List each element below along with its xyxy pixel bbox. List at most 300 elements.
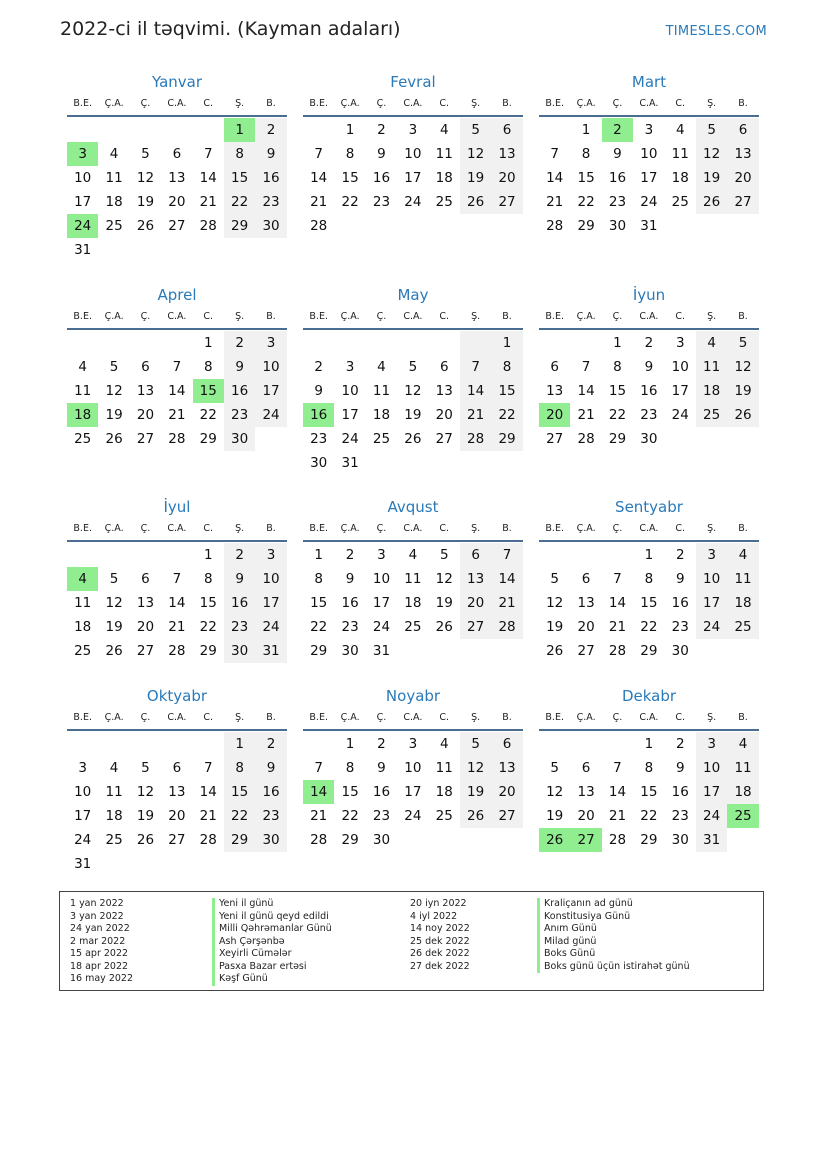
empty-cell xyxy=(429,828,460,852)
day-cell: 20 xyxy=(577,619,595,635)
day-cell: 26 xyxy=(105,643,123,659)
day-cell: 28 xyxy=(168,431,186,447)
day-cell: 4 xyxy=(675,122,685,138)
empty-cell xyxy=(224,238,255,262)
day-cell: 31 xyxy=(74,242,92,258)
empty-cell xyxy=(130,118,161,142)
day-cell: 27 xyxy=(727,190,758,214)
weekday-label: B.E. xyxy=(73,523,92,534)
day-cell: 10 xyxy=(341,383,359,399)
day-cell: 3 xyxy=(408,122,418,138)
weekday-header xyxy=(539,306,759,330)
legend-date: 16 may 2022 xyxy=(70,973,134,984)
day-cell: 19 xyxy=(136,194,155,210)
empty-cell xyxy=(193,238,224,262)
day-cell: 3 xyxy=(78,760,87,776)
month-name: Yanvar xyxy=(151,73,203,91)
month-block xyxy=(539,72,759,238)
empty-cell xyxy=(98,238,129,262)
day-cell: 14 xyxy=(310,170,328,186)
day-cell: 8 xyxy=(203,571,213,587)
day-cell: 27 xyxy=(491,804,522,828)
month-name: Avqust xyxy=(387,498,439,516)
empty-cell xyxy=(696,427,727,451)
weekday-label: C. xyxy=(203,311,214,322)
month-block xyxy=(303,686,523,852)
day-cell: 7 xyxy=(172,571,182,587)
day-cell: 22 xyxy=(341,808,359,824)
day-cell: 7 xyxy=(203,760,213,776)
day-cell: 13 xyxy=(491,142,522,166)
weekday-label: C. xyxy=(439,712,450,723)
day-cell: 26 xyxy=(136,218,155,234)
weekday-label: C. xyxy=(203,523,214,534)
day-cell: 10 xyxy=(696,567,727,591)
day-cell: 29 xyxy=(224,828,255,852)
day-cell: 9 xyxy=(675,760,685,776)
legend-names-col2 xyxy=(537,898,690,973)
empty-cell xyxy=(67,543,98,567)
day-cell: 23 xyxy=(224,615,255,639)
day-cell: 21 xyxy=(168,619,186,635)
day-cell: 22 xyxy=(577,194,595,210)
day-cell: 3 xyxy=(345,359,355,375)
day-cell: 28 xyxy=(168,643,186,659)
day-cell: 4 xyxy=(727,732,758,756)
weekday-label: B.E. xyxy=(309,523,328,534)
day-cell: 8 xyxy=(613,359,622,375)
day-cell: 7 xyxy=(314,760,323,776)
day-cell: 22 xyxy=(310,619,328,635)
weekday-label: B.E. xyxy=(73,311,92,322)
day-cell: 22 xyxy=(199,407,217,423)
empty-cell xyxy=(67,732,98,756)
day-cell: 20 xyxy=(136,407,155,423)
weekday-label: C. xyxy=(675,98,686,109)
day-cell: 5 xyxy=(141,760,150,776)
empty-cell xyxy=(397,639,428,663)
empty-cell xyxy=(460,639,491,663)
empty-cell xyxy=(67,331,98,355)
day-cell: 31 xyxy=(696,828,727,852)
weekday-label: B. xyxy=(502,523,512,534)
legend-date: 15 apr 2022 xyxy=(70,948,129,959)
empty-cell xyxy=(366,331,397,355)
empty-cell xyxy=(397,214,428,238)
day-cell: 26 xyxy=(696,190,727,214)
weekday-header xyxy=(67,306,287,330)
holiday-day-cell: 27 xyxy=(570,828,601,852)
day-cell: 20 xyxy=(435,407,453,423)
day-grid xyxy=(67,118,287,262)
day-cell: 9 xyxy=(613,146,622,162)
day-cell: 10 xyxy=(255,567,286,591)
day-cell: 6 xyxy=(172,146,182,162)
empty-cell xyxy=(334,331,365,355)
day-cell: 28 xyxy=(310,218,328,234)
weekday-label: B. xyxy=(502,98,512,109)
holiday-day-cell: 2 xyxy=(602,118,633,142)
day-cell: 17 xyxy=(255,379,286,403)
weekday-label: C.A. xyxy=(167,98,187,109)
month-block xyxy=(67,72,287,262)
day-cell: 8 xyxy=(314,571,323,587)
day-cell: 17 xyxy=(341,407,359,423)
month-block xyxy=(303,497,523,663)
legend-holiday-name: Kraliçanın ad günü xyxy=(537,898,690,911)
day-cell: 16 xyxy=(671,595,689,611)
month-name: Oktyabr xyxy=(146,687,208,705)
day-cell: 11 xyxy=(105,784,123,800)
day-cell: 13 xyxy=(168,170,186,186)
weekday-label: B.E. xyxy=(545,98,564,109)
day-cell: 3 xyxy=(644,122,654,138)
day-cell: 23 xyxy=(255,804,286,828)
weekday-label: Ç.A. xyxy=(576,523,596,534)
day-cell: 4 xyxy=(78,359,87,375)
legend-holiday-name: Anım Günü xyxy=(537,923,690,936)
day-cell: 6 xyxy=(491,732,522,756)
day-cell: 15 xyxy=(640,784,658,800)
weekday-label: Ç.A. xyxy=(340,98,360,109)
day-cell: 7 xyxy=(491,543,522,567)
weekday-header xyxy=(67,518,287,542)
day-cell: 12 xyxy=(105,383,123,399)
day-cell: 26 xyxy=(404,431,422,447)
day-cell: 15 xyxy=(199,595,217,611)
empty-cell xyxy=(539,543,570,567)
weekday-label: C.A. xyxy=(167,523,187,534)
day-cell: 21 xyxy=(310,194,328,210)
day-cell: 7 xyxy=(172,359,182,375)
weekday-label: Ç. xyxy=(612,98,623,109)
empty-cell xyxy=(727,214,758,238)
weekday-label: Ş. xyxy=(471,523,481,534)
day-cell: 14 xyxy=(168,595,186,611)
legend-holiday-name: Yeni il günü xyxy=(212,898,332,911)
weekday-label: Ç.A. xyxy=(104,98,124,109)
empty-cell xyxy=(460,828,491,852)
day-cell: 23 xyxy=(310,431,328,447)
day-cell: 27 xyxy=(577,643,595,659)
day-cell: 23 xyxy=(640,407,658,423)
day-cell: 30 xyxy=(310,455,328,471)
day-cell: 29 xyxy=(199,643,217,659)
day-cell: 18 xyxy=(372,407,391,423)
day-cell: 12 xyxy=(435,571,453,587)
day-cell: 16 xyxy=(224,591,255,615)
weekday-label: B. xyxy=(738,98,748,109)
day-cell: 4 xyxy=(439,122,449,138)
day-cell: 28 xyxy=(546,218,564,234)
day-cell: 11 xyxy=(727,756,758,780)
day-cell: 25 xyxy=(74,431,92,447)
day-cell: 28 xyxy=(608,643,627,659)
day-cell: 23 xyxy=(224,403,255,427)
weekday-label: Ç. xyxy=(612,311,623,322)
day-cell: 19 xyxy=(546,619,564,635)
day-cell: 18 xyxy=(696,379,727,403)
day-cell: 12 xyxy=(460,142,491,166)
day-cell: 29 xyxy=(577,218,595,234)
month-block xyxy=(539,686,759,852)
empty-cell xyxy=(570,732,601,756)
day-cell: 24 xyxy=(671,407,689,423)
legend-dates-col2 xyxy=(410,898,470,973)
legend-holiday-name: Milli Qəhrəmanlar Günü xyxy=(212,923,332,936)
day-cell: 27 xyxy=(168,832,186,848)
day-cell: 15 xyxy=(608,383,627,399)
day-cell: 1 xyxy=(224,732,255,756)
empty-cell xyxy=(429,214,460,238)
month-name: Sentyabr xyxy=(615,498,683,516)
legend-holiday-name: Milad günü xyxy=(537,936,690,949)
day-cell: 18 xyxy=(74,619,92,635)
weekday-label: C. xyxy=(439,98,450,109)
day-cell: 22 xyxy=(341,194,359,210)
weekday-label: B. xyxy=(266,712,276,723)
legend-date: 1 yan 2022 xyxy=(70,898,124,909)
day-cell: 21 xyxy=(199,194,217,210)
day-cell: 13 xyxy=(168,784,186,800)
empty-cell xyxy=(491,451,522,475)
empty-cell xyxy=(303,118,334,142)
day-cell: 23 xyxy=(341,619,359,635)
empty-cell xyxy=(429,451,460,475)
day-cell: 2 xyxy=(377,736,386,752)
site-link[interactable]: TIMESLES.COM xyxy=(665,24,767,39)
weekday-label: C.A. xyxy=(403,98,423,109)
empty-cell xyxy=(303,331,334,355)
weekday-label: Ş. xyxy=(471,712,481,723)
day-cell: 15 xyxy=(491,379,522,403)
weekday-label: B.E. xyxy=(545,523,564,534)
day-cell: 24 xyxy=(372,619,391,635)
day-cell: 28 xyxy=(491,615,522,639)
empty-cell xyxy=(130,238,161,262)
day-cell: 24 xyxy=(255,615,286,639)
holiday-day-cell: 3 xyxy=(67,142,98,166)
empty-cell xyxy=(665,427,696,451)
day-cell: 20 xyxy=(460,591,491,615)
day-cell: 29 xyxy=(310,643,328,659)
day-cell: 2 xyxy=(675,547,685,563)
day-cell: 29 xyxy=(640,832,658,848)
day-cell: 15 xyxy=(224,166,255,190)
day-cell: 3 xyxy=(255,543,286,567)
day-cell: 15 xyxy=(224,780,255,804)
legend-holiday-name: Yeni il günü qeyd edildi xyxy=(212,911,332,924)
day-cell: 7 xyxy=(203,146,213,162)
day-cell: 25 xyxy=(74,643,92,659)
legend-dates-col1 xyxy=(70,898,133,986)
day-cell: 7 xyxy=(613,571,622,587)
day-cell: 21 xyxy=(577,407,595,423)
day-cell: 26 xyxy=(136,832,155,848)
day-cell: 11 xyxy=(696,355,727,379)
weekday-header xyxy=(303,93,523,117)
weekday-header xyxy=(539,518,759,542)
weekday-label: Ç.A. xyxy=(104,712,124,723)
weekday-label: C.A. xyxy=(639,523,659,534)
day-cell: 26 xyxy=(435,619,453,635)
day-cell: 19 xyxy=(105,407,123,423)
day-cell: 28 xyxy=(608,832,627,848)
day-cell: 19 xyxy=(727,379,758,403)
day-cell: 29 xyxy=(608,431,627,447)
day-cell: 10 xyxy=(404,760,422,776)
day-cell: 6 xyxy=(727,118,758,142)
day-grid xyxy=(67,331,287,451)
day-cell: 17 xyxy=(372,595,391,611)
day-cell: 12 xyxy=(696,142,727,166)
weekday-label: C. xyxy=(675,523,686,534)
day-cell: 2 xyxy=(314,359,323,375)
day-cell: 6 xyxy=(141,359,150,375)
day-cell: 4 xyxy=(109,760,119,776)
empty-cell xyxy=(397,451,428,475)
weekday-label: C. xyxy=(675,712,686,723)
day-cell: 26 xyxy=(546,643,564,659)
holiday-day-cell: 25 xyxy=(727,804,758,828)
holiday-day-cell: 18 xyxy=(67,403,98,427)
day-cell: 14 xyxy=(491,567,522,591)
empty-cell xyxy=(366,451,397,475)
day-cell: 16 xyxy=(640,383,658,399)
day-cell: 24 xyxy=(404,808,422,824)
month-block xyxy=(303,72,523,238)
day-cell: 20 xyxy=(168,194,186,210)
day-cell: 12 xyxy=(546,784,564,800)
weekday-label: Ç. xyxy=(376,523,387,534)
day-grid xyxy=(303,543,523,663)
empty-cell xyxy=(539,118,570,142)
day-cell: 28 xyxy=(199,832,217,848)
weekday-label: Ç. xyxy=(376,311,387,322)
empty-cell xyxy=(397,828,428,852)
day-cell: 8 xyxy=(491,355,522,379)
day-cell: 18 xyxy=(404,595,422,611)
month-name: Fevral xyxy=(390,73,436,91)
day-grid xyxy=(67,543,287,663)
day-cell: 14 xyxy=(577,383,595,399)
day-cell: 16 xyxy=(372,784,391,800)
empty-cell xyxy=(334,214,365,238)
empty-cell xyxy=(397,331,428,355)
weekday-label: C.A. xyxy=(403,523,423,534)
day-cell: 12 xyxy=(727,355,758,379)
day-cell: 22 xyxy=(224,804,255,828)
day-cell: 14 xyxy=(199,784,217,800)
day-cell: 24 xyxy=(255,403,286,427)
weekday-label: C.A. xyxy=(403,311,423,322)
empty-cell xyxy=(161,331,192,355)
day-cell: 28 xyxy=(310,832,328,848)
day-cell: 24 xyxy=(640,194,658,210)
weekday-label: B. xyxy=(266,523,276,534)
day-cell: 3 xyxy=(696,732,727,756)
day-cell: 23 xyxy=(372,808,391,824)
day-cell: 19 xyxy=(460,780,491,804)
month-name: İyun xyxy=(632,286,666,304)
day-cell: 5 xyxy=(696,118,727,142)
day-cell: 21 xyxy=(199,808,217,824)
day-cell: 18 xyxy=(727,780,758,804)
day-cell: 9 xyxy=(255,756,286,780)
weekday-label: Ç.A. xyxy=(576,311,596,322)
empty-cell xyxy=(98,852,129,876)
weekday-label: Ç.A. xyxy=(340,523,360,534)
day-cell: 10 xyxy=(255,355,286,379)
day-cell: 23 xyxy=(255,190,286,214)
empty-cell xyxy=(727,427,758,451)
day-cell: 2 xyxy=(377,122,386,138)
legend-date: 2 mar 2022 xyxy=(70,935,126,947)
day-grid xyxy=(303,732,523,852)
day-cell: 6 xyxy=(491,118,522,142)
day-cell: 11 xyxy=(435,760,453,776)
day-cell: 27 xyxy=(491,190,522,214)
day-cell: 22 xyxy=(608,407,627,423)
day-cell: 30 xyxy=(671,643,689,659)
empty-cell xyxy=(460,214,491,238)
day-cell: 31 xyxy=(372,643,391,659)
day-cell: 21 xyxy=(491,591,522,615)
month-block xyxy=(539,285,759,451)
weekday-label: Ç. xyxy=(612,523,623,534)
day-cell: 5 xyxy=(550,571,559,587)
day-cell: 23 xyxy=(608,194,627,210)
month-block xyxy=(67,686,287,876)
day-cell: 19 xyxy=(136,808,155,824)
empty-cell xyxy=(727,639,758,663)
day-cell: 15 xyxy=(310,595,328,611)
day-cell: 11 xyxy=(404,571,422,587)
day-cell: 17 xyxy=(255,591,286,615)
day-cell: 25 xyxy=(671,194,689,210)
day-cell: 27 xyxy=(460,615,491,639)
day-cell: 23 xyxy=(671,808,689,824)
weekday-label: C. xyxy=(439,311,450,322)
weekday-label: Ç. xyxy=(376,98,387,109)
legend-date: 25 dek 2022 xyxy=(410,935,470,947)
day-cell: 13 xyxy=(727,142,758,166)
day-cell: 14 xyxy=(546,170,564,186)
day-cell: 23 xyxy=(372,194,391,210)
day-cell: 13 xyxy=(460,567,491,591)
day-cell: 11 xyxy=(74,595,92,611)
day-cell: 21 xyxy=(608,619,627,635)
day-cell: 31 xyxy=(74,856,92,872)
weekday-label: B. xyxy=(266,311,276,322)
weekday-label: B. xyxy=(738,523,748,534)
day-cell: 1 xyxy=(491,331,522,355)
weekday-label: Ç.A. xyxy=(104,523,124,534)
day-cell: 21 xyxy=(168,407,186,423)
day-cell: 8 xyxy=(224,756,255,780)
weekday-label: B. xyxy=(266,98,276,109)
day-cell: 4 xyxy=(696,331,727,355)
day-cell: 18 xyxy=(435,784,453,800)
day-cell: 10 xyxy=(74,784,92,800)
day-cell: 17 xyxy=(640,170,658,186)
day-cell: 16 xyxy=(255,166,286,190)
holiday-legend xyxy=(59,891,764,991)
empty-cell xyxy=(193,732,224,756)
holiday-day-cell: 4 xyxy=(67,567,98,591)
day-cell: 10 xyxy=(404,146,422,162)
day-cell: 15 xyxy=(577,170,595,186)
